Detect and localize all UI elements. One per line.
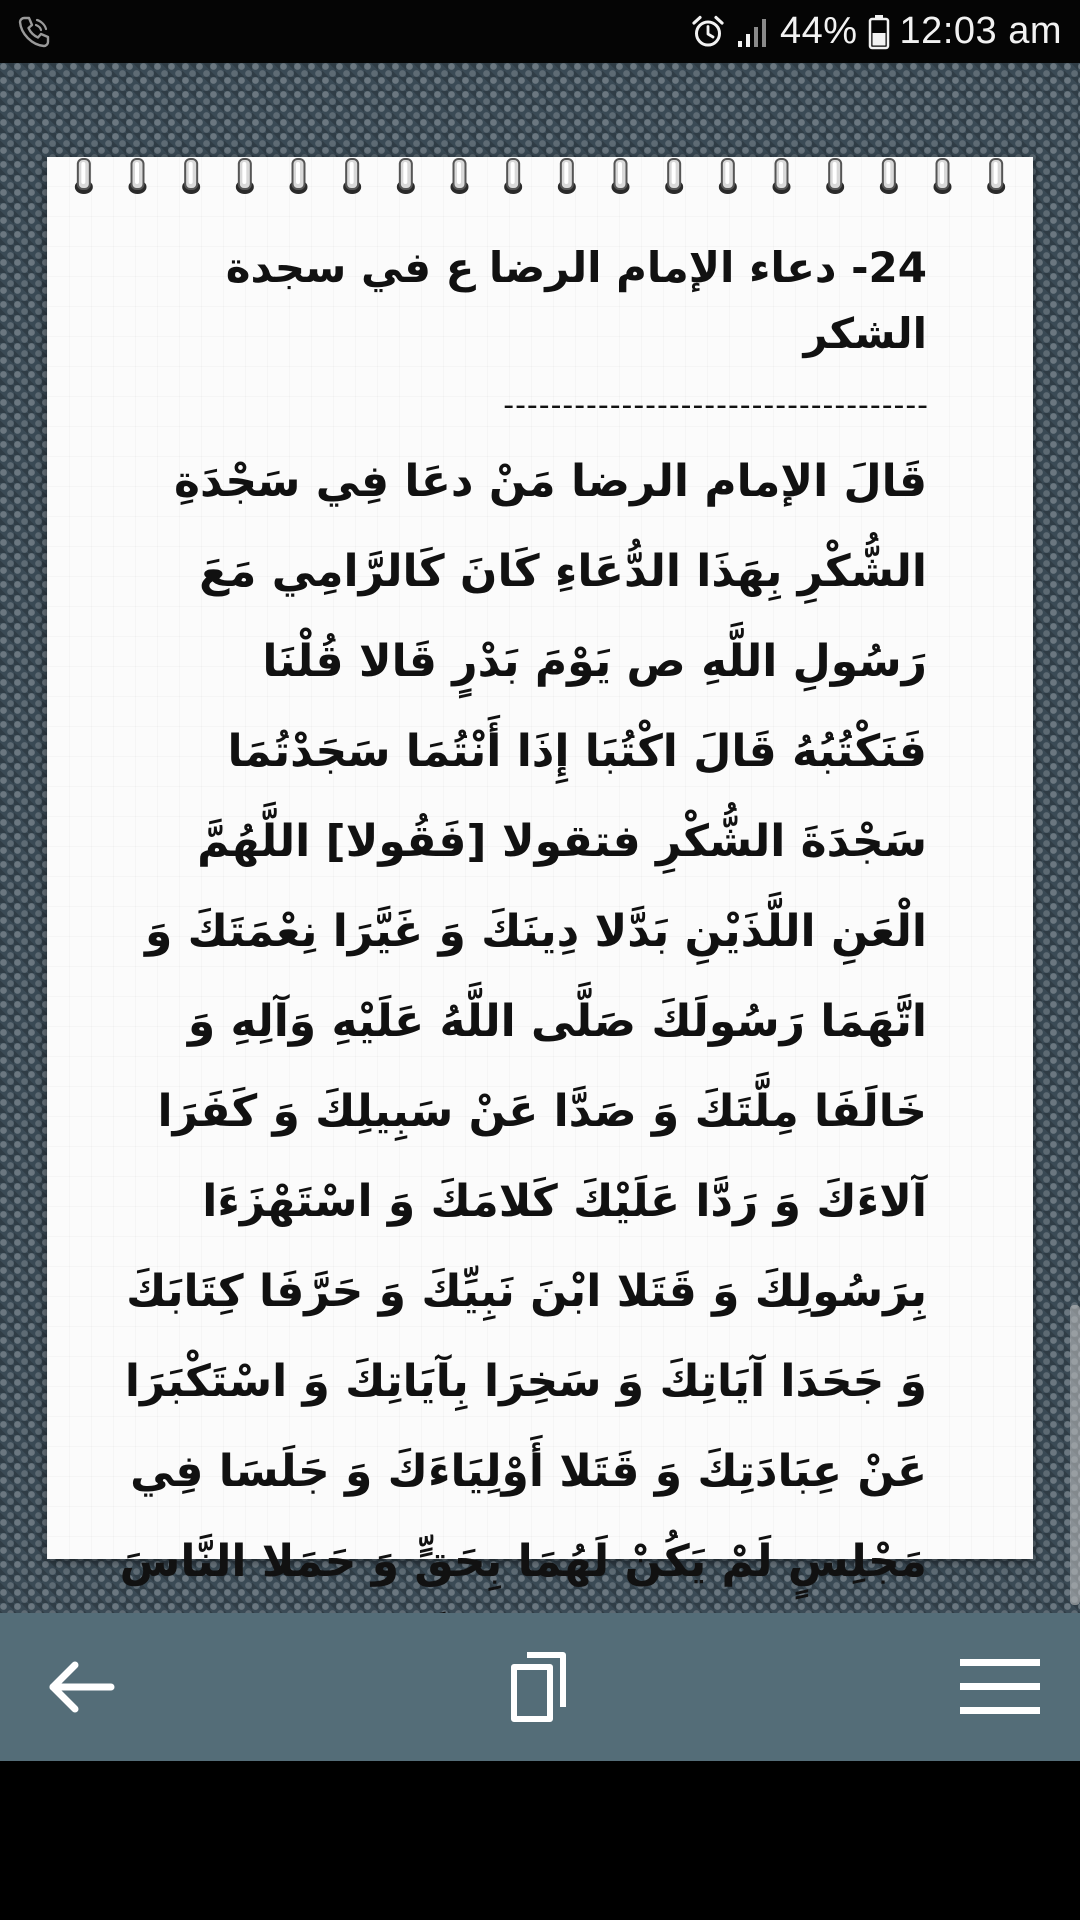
binding-ring [290, 159, 308, 194]
copy-pages-icon [505, 1647, 575, 1727]
hamburger-menu-icon [958, 1655, 1042, 1719]
article-text: قَالَ الإمام الرضا مَنْ دعَا فِي سَجْدَةِ الشُّكْرِ بِهَذَا الدُّعَاءِ كَانَ كَالرَّامِي مَعَ رَسُولِ اللَّهِ ص يَوْمَ بَدْرٍ قَالا قُلْنَا فَنَكْتُبُهُ قَالَ اكْتُبَا إِذَا أَنْتُمَا سَجَدْتُمَا سَجْدَةَ الشُّكْرِ فتقولا [فَقُولا] اللَّهُمَّ الْعَنِ اللَّذَيْنِ بَدَّلا دِينَكَ وَ غَيَّرَا نِعْمَتَكَ وَ اتَّهَمَا رَسُولَكَ صَلَّى اللَّهُ عَلَيْهِ وَآلِهِ وَ خَالَفَا مِلَّتَكَ وَ صَدَّا عَنْ سَبِيلِكَ وَ كَفَرَا آلاءَكَ وَ رَدَّا عَلَيْكَ كَلامَكَ وَ اسْتَهْزَءَا بِرَسُولِكَ وَ قَتَلا ابْنَ نَبِيِّكَ وَ حَرَّفَا كِتَابَكَ وَ جَحَدَا آيَاتِكَ وَ سَخِرَا بِآيَاتِكَ وَ اسْتَكْبَرَا عَنْ عِبَادَتِكَ وَ قَتَلا أَوْلِيَاءَكَ وَ جَلَسَا فِي مَجْلِسٍ لَمْ يَكُنْ لَهُمَا بِحَقٍّ وَ حَمَلا النَّاسَ [119, 456, 927, 1587]
binding-ring [504, 159, 522, 194]
binding-ring [236, 159, 254, 194]
alarm-clock-icon [690, 14, 726, 50]
spiral-binding [57, 157, 1023, 201]
signal-icon [736, 15, 770, 49]
binding-ring [558, 159, 576, 194]
binding-ring [612, 159, 630, 194]
reader-content-area[interactable] [0, 63, 1080, 1613]
title-separator: ------------------------------------ [503, 388, 929, 423]
clock-time: 12:03 am [899, 10, 1062, 52]
scrollbar[interactable] [1070, 1305, 1080, 1605]
binding-ring [343, 159, 361, 194]
phone-call-icon [16, 14, 52, 50]
binding-ring [129, 159, 147, 194]
binding-ring [182, 159, 200, 194]
pages-button[interactable] [470, 1613, 610, 1761]
binding-ring [773, 159, 791, 194]
binding-ring [665, 159, 683, 194]
battery-icon [868, 14, 890, 50]
binding-ring [397, 159, 415, 194]
back-button[interactable] [10, 1613, 150, 1761]
battery-percent: 44% [779, 10, 858, 52]
binding-ring [934, 159, 952, 194]
menu-button[interactable] [930, 1613, 1070, 1761]
binding-ring [719, 159, 737, 194]
binding-ring [880, 159, 898, 194]
notebook-page[interactable] [47, 157, 1033, 1587]
status-bar [0, 0, 1080, 63]
status-indicators [690, 0, 1062, 63]
binding-ring [826, 159, 844, 194]
back-arrow-icon [45, 1657, 115, 1717]
bottom-toolbar [0, 1613, 1080, 1761]
binding-ring [987, 159, 1005, 194]
binding-ring [75, 159, 93, 194]
article-title: 24- دعاء الإمام الرضا ع في سجدة الشكر [225, 243, 927, 358]
bottom-bezel [0, 1761, 1080, 1920]
binding-ring [451, 159, 469, 194]
